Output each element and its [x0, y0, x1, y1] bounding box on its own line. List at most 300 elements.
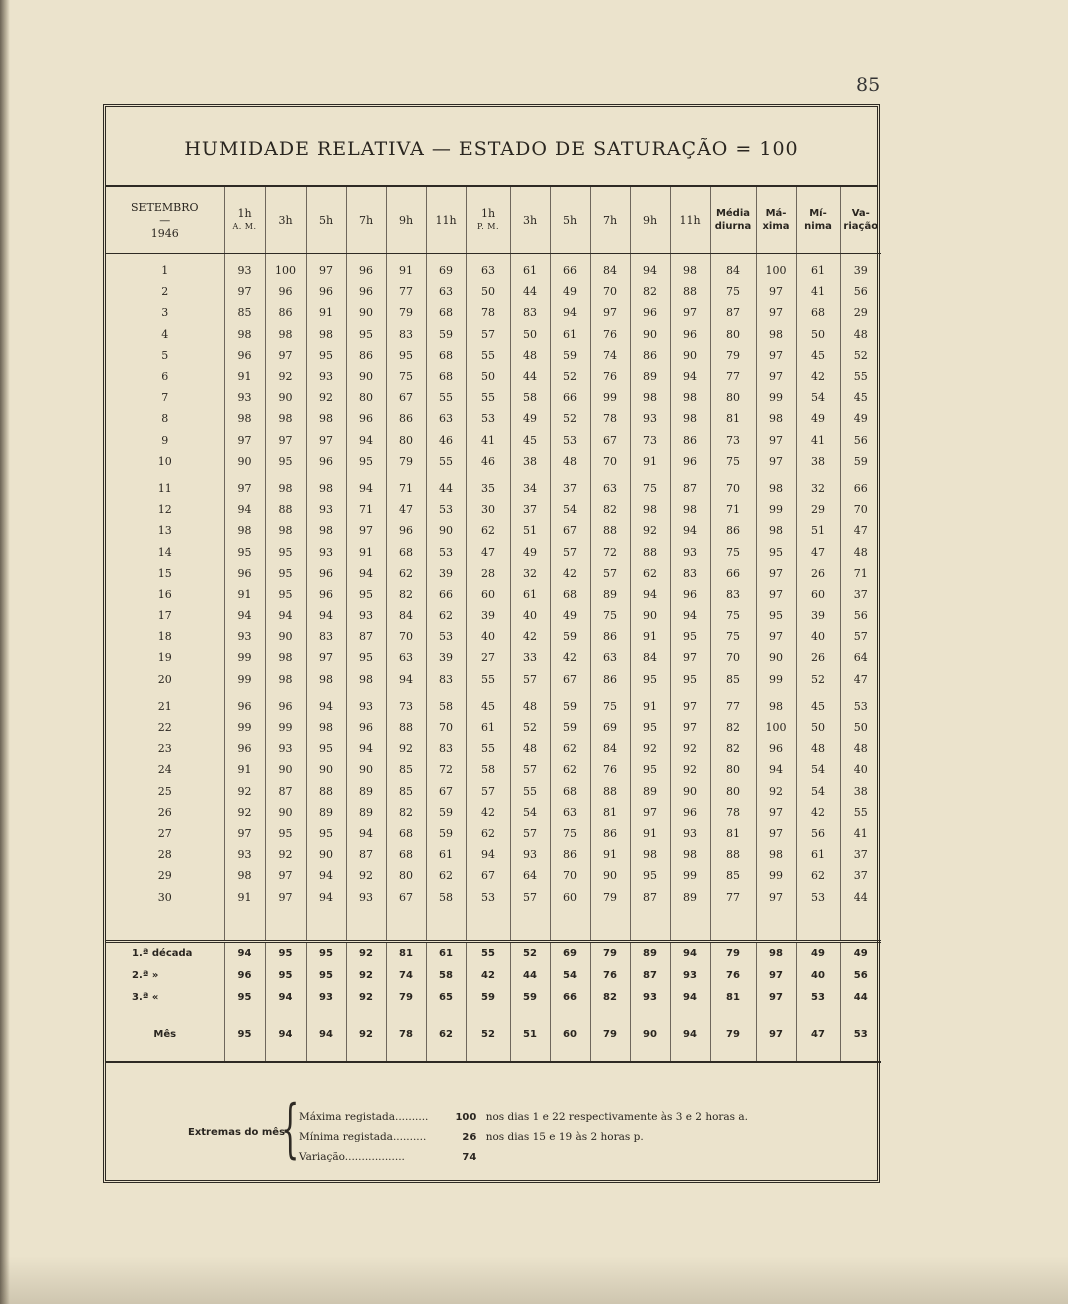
header-row — [106, 187, 881, 254]
value-cell: 75 — [710, 281, 756, 302]
value-cell: 85 — [224, 302, 265, 323]
value-cell: 92 — [630, 738, 670, 759]
value-cell: 41 — [840, 823, 881, 844]
value-cell: 98 — [265, 478, 306, 499]
value-cell: 68 — [550, 781, 590, 802]
value-cell: 82 — [386, 584, 426, 605]
value-cell: 62 — [426, 865, 466, 886]
day-number: 18 — [157, 630, 172, 644]
value-cell: 67 — [466, 865, 510, 886]
value-cell: 98 — [670, 387, 710, 408]
day-number: 26 — [157, 805, 172, 819]
hour-header-8 — [550, 187, 590, 254]
value-cell: 86 — [590, 626, 630, 647]
table-row — [106, 387, 881, 408]
table-title: HUMIDADE RELATIVA — ESTADO DE SATURAÇÃO = 100 — [106, 107, 877, 187]
table-row — [106, 478, 881, 499]
summary-value: 94 — [265, 987, 306, 1009]
value-cell: 47 — [840, 520, 881, 541]
value-cell: 96 — [346, 408, 386, 429]
value-cell: 55 — [510, 781, 550, 802]
value-cell: 98 — [670, 260, 710, 281]
hour-header-4 — [386, 187, 426, 254]
value-cell: 80 — [386, 865, 426, 886]
table-row — [106, 451, 881, 472]
value-cell: 49 — [510, 541, 550, 562]
value-cell: 93 — [306, 541, 346, 562]
value-cell: 98 — [670, 408, 710, 429]
value-cell: 80 — [710, 324, 756, 345]
value-cell: 57 — [510, 669, 550, 690]
value-cell: 59 — [426, 823, 466, 844]
value-cell: 96 — [224, 696, 265, 717]
value-cell: 40 — [840, 759, 881, 780]
value-cell: 99 — [224, 717, 265, 738]
month-value: 94 — [306, 1021, 346, 1049]
summary-value: 52 — [510, 941, 550, 965]
spacer-cell — [550, 1009, 590, 1021]
spacer-cell — [710, 1049, 756, 1062]
value-cell: 54 — [796, 781, 840, 802]
value-cell: 91 — [630, 696, 670, 717]
value-cell: 84 — [710, 260, 756, 281]
value-cell: 80 — [710, 759, 756, 780]
spacer-cell — [224, 1049, 265, 1062]
value-cell: 70 — [590, 281, 630, 302]
spacer-row — [106, 1009, 881, 1021]
value-cell: 78 — [710, 802, 756, 823]
value-cell: 55 — [426, 387, 466, 408]
spacer-cell — [386, 908, 426, 942]
value-cell: 90 — [346, 366, 386, 387]
value-cell: 88 — [306, 781, 346, 802]
value-cell: 53 — [796, 886, 840, 907]
spacer-cell — [630, 1049, 670, 1062]
spacer-cell — [710, 1009, 756, 1021]
value-cell: 80 — [710, 781, 756, 802]
value-cell: 68 — [426, 345, 466, 366]
spacer-cell — [590, 1049, 630, 1062]
value-cell: 91 — [630, 626, 670, 647]
value-cell: 49 — [550, 605, 590, 626]
value-cell: 56 — [840, 605, 881, 626]
value-cell: 53 — [426, 626, 466, 647]
summary-value: 49 — [796, 941, 840, 965]
value-cell: 97 — [756, 823, 796, 844]
day-number: 2 — [161, 285, 169, 299]
value-cell: 90 — [346, 302, 386, 323]
value-cell: 89 — [346, 781, 386, 802]
value-cell: 94 — [346, 738, 386, 759]
table-row — [106, 669, 881, 690]
value-cell: 44 — [510, 281, 550, 302]
table-row — [106, 281, 881, 302]
value-cell: 89 — [630, 781, 670, 802]
value-cell: 88 — [630, 541, 670, 562]
value-cell: 97 — [670, 696, 710, 717]
value-cell: 98 — [670, 499, 710, 520]
summary-value: 95 — [306, 941, 346, 965]
month-row-label: Mês — [153, 1029, 177, 1041]
value-cell: 63 — [426, 281, 466, 302]
spacer-cell — [466, 908, 510, 942]
spacer-cell — [630, 908, 670, 942]
value-cell: 50 — [466, 281, 510, 302]
value-cell: 51 — [510, 520, 550, 541]
summary-value: 87 — [630, 965, 670, 987]
value-cell: 48 — [510, 345, 550, 366]
value-cell: 97 — [346, 520, 386, 541]
value-cell: 91 — [224, 759, 265, 780]
table-row — [106, 605, 881, 626]
value-cell: 88 — [265, 499, 306, 520]
value-cell: 92 — [265, 844, 306, 865]
value-cell: 99 — [224, 647, 265, 668]
value-cell: 94 — [306, 865, 346, 886]
value-cell: 49 — [510, 408, 550, 429]
value-cell: 60 — [550, 886, 590, 907]
value-cell: 96 — [346, 717, 386, 738]
value-cell: 95 — [265, 563, 306, 584]
value-cell: 60 — [466, 584, 510, 605]
hour-header-7 — [510, 187, 550, 254]
value-cell: 67 — [386, 387, 426, 408]
value-cell: 82 — [386, 802, 426, 823]
value-cell: 77 — [710, 886, 756, 907]
spacer-cell — [796, 908, 840, 942]
summary-value: 61 — [426, 941, 466, 965]
summary-label: 3.ª « — [132, 992, 159, 1004]
value-cell: 94 — [224, 605, 265, 626]
value-cell: 90 — [306, 759, 346, 780]
value-cell: 41 — [466, 430, 510, 451]
value-cell: 99 — [756, 499, 796, 520]
value-cell: 96 — [306, 563, 346, 584]
extremas-row-max — [299, 1111, 748, 1123]
value-cell: 81 — [590, 802, 630, 823]
value-cell: 92 — [224, 781, 265, 802]
value-cell: 63 — [466, 260, 510, 281]
value-cell: 75 — [590, 696, 630, 717]
value-cell: 26 — [796, 563, 840, 584]
value-cell: 95 — [265, 451, 306, 472]
value-cell: 95 — [346, 324, 386, 345]
summary-value: 82 — [590, 987, 630, 1009]
value-cell: 77 — [710, 696, 756, 717]
value-cell: 94 — [670, 520, 710, 541]
summary-value: 95 — [306, 965, 346, 987]
value-cell: 50 — [796, 324, 840, 345]
extremas-var-value: 74 — [462, 1152, 477, 1163]
value-cell: 98 — [306, 717, 346, 738]
summary-value: 49 — [840, 941, 881, 965]
extremas-var-label: Variação.................. — [299, 1151, 405, 1163]
month-row — [106, 1021, 881, 1049]
value-cell: 98 — [630, 499, 670, 520]
value-cell: 97 — [756, 584, 796, 605]
value-cell: 95 — [306, 823, 346, 844]
hour-label: 7h — [602, 213, 618, 227]
value-cell: 98 — [224, 520, 265, 541]
value-cell: 71 — [386, 478, 426, 499]
summary-row — [106, 987, 881, 1009]
value-cell: 76 — [590, 324, 630, 345]
value-cell: 97 — [756, 886, 796, 907]
value-cell: 83 — [306, 626, 346, 647]
summary-value: 42 — [466, 965, 510, 987]
value-cell: 56 — [840, 281, 881, 302]
value-cell: 42 — [796, 802, 840, 823]
value-cell: 27 — [466, 647, 510, 668]
day-number: 13 — [157, 524, 172, 538]
value-cell: 94 — [346, 563, 386, 584]
hour-header-1 — [265, 187, 306, 254]
value-cell: 44 — [840, 886, 881, 907]
value-cell: 45 — [796, 345, 840, 366]
value-cell: 82 — [710, 717, 756, 738]
value-cell: 79 — [386, 451, 426, 472]
value-cell: 86 — [346, 345, 386, 366]
value-cell: 57 — [510, 823, 550, 844]
day-number: 14 — [157, 545, 172, 559]
value-cell: 90 — [306, 844, 346, 865]
value-cell: 95 — [630, 669, 670, 690]
value-cell: 93 — [346, 886, 386, 907]
value-cell: 90 — [630, 605, 670, 626]
value-cell: 79 — [710, 345, 756, 366]
extremas-max-label: Máxima registada.......... — [299, 1111, 429, 1123]
summary-value: 53 — [796, 987, 840, 1009]
value-cell: 92 — [670, 759, 710, 780]
value-cell: 37 — [510, 499, 550, 520]
value-cell: 63 — [590, 478, 630, 499]
value-cell: 82 — [710, 738, 756, 759]
value-cell: 83 — [670, 563, 710, 584]
value-cell: 63 — [386, 647, 426, 668]
summary-value: 81 — [710, 987, 756, 1009]
value-cell: 75 — [710, 626, 756, 647]
summary-value: 58 — [426, 965, 466, 987]
value-cell: 73 — [710, 430, 756, 451]
spacer-cell — [306, 1009, 346, 1021]
spacer-cell — [670, 1049, 710, 1062]
spacer-cell — [346, 908, 386, 942]
table-row — [106, 324, 881, 345]
value-cell: 89 — [630, 366, 670, 387]
value-cell: 89 — [670, 886, 710, 907]
spacer-cell — [106, 908, 224, 942]
value-cell: 99 — [590, 387, 630, 408]
value-cell: 70 — [550, 865, 590, 886]
value-cell: 38 — [510, 451, 550, 472]
spacer-cell — [106, 1049, 224, 1062]
value-cell: 97 — [756, 451, 796, 472]
value-cell: 52 — [510, 717, 550, 738]
value-cell: 69 — [590, 717, 630, 738]
spacer-cell — [670, 908, 710, 942]
value-cell: 94 — [466, 844, 510, 865]
value-cell: 100 — [265, 260, 306, 281]
value-cell: 90 — [756, 647, 796, 668]
value-cell: 39 — [426, 647, 466, 668]
value-cell: 97 — [265, 430, 306, 451]
value-cell: 95 — [346, 451, 386, 472]
summary-value: 74 — [386, 965, 426, 987]
value-cell: 97 — [224, 281, 265, 302]
summary-value: 97 — [756, 987, 796, 1009]
summary-value: 54 — [550, 965, 590, 987]
value-cell: 96 — [265, 696, 306, 717]
hour-label: 9h — [398, 213, 414, 227]
value-cell: 48 — [840, 541, 881, 562]
value-cell: 99 — [224, 669, 265, 690]
value-cell: 84 — [590, 738, 630, 759]
value-cell: 83 — [710, 584, 756, 605]
table-row — [106, 541, 881, 562]
value-cell: 48 — [510, 696, 550, 717]
value-cell: 53 — [466, 408, 510, 429]
value-cell: 97 — [265, 865, 306, 886]
value-cell: 96 — [670, 324, 710, 345]
value-cell: 47 — [840, 669, 881, 690]
value-cell: 97 — [670, 302, 710, 323]
stat-header-1: Má- xima — [756, 187, 796, 254]
value-cell: 80 — [346, 387, 386, 408]
value-cell: 85 — [710, 865, 756, 886]
value-cell: 83 — [510, 302, 550, 323]
spacer-cell — [756, 1009, 796, 1021]
summary-value: 92 — [346, 941, 386, 965]
spacer-cell — [386, 1009, 426, 1021]
value-cell: 96 — [306, 584, 346, 605]
value-cell: 86 — [386, 408, 426, 429]
value-cell: 37 — [550, 478, 590, 499]
value-cell: 67 — [386, 886, 426, 907]
value-cell: 75 — [590, 605, 630, 626]
value-cell: 68 — [426, 366, 466, 387]
day-number: 22 — [157, 721, 172, 735]
value-cell: 75 — [710, 605, 756, 626]
extremas-label: Extremas do mês — [188, 1127, 286, 1138]
value-cell: 59 — [550, 626, 590, 647]
table-row — [106, 823, 881, 844]
year-dash: — — [159, 213, 171, 227]
summary-value: 76 — [590, 965, 630, 987]
value-cell: 99 — [756, 669, 796, 690]
summary-value: 92 — [346, 965, 386, 987]
spacer-cell — [756, 908, 796, 942]
value-cell: 76 — [590, 759, 630, 780]
value-cell: 42 — [550, 647, 590, 668]
value-cell: 75 — [710, 541, 756, 562]
value-cell: 97 — [756, 626, 796, 647]
day-number: 1 — [161, 264, 169, 278]
spacer-cell — [466, 1009, 510, 1021]
extremas-min-label: Mínima registada.......... — [299, 1131, 427, 1143]
value-cell: 96 — [224, 563, 265, 584]
summary-value: 95 — [224, 987, 265, 1009]
extremas-min-value: 26 — [462, 1132, 477, 1143]
value-cell: 93 — [224, 844, 265, 865]
summary-value: 92 — [346, 987, 386, 1009]
value-cell: 55 — [840, 366, 881, 387]
value-cell: 66 — [840, 478, 881, 499]
value-cell: 97 — [756, 302, 796, 323]
value-cell: 98 — [224, 408, 265, 429]
value-cell: 97 — [756, 802, 796, 823]
hour-header-10 — [630, 187, 670, 254]
value-cell: 85 — [710, 669, 756, 690]
page-edge-shadow — [0, 1256, 1068, 1304]
value-cell: 86 — [590, 669, 630, 690]
hour-label: 11h — [435, 213, 457, 227]
hour-label: 3h — [522, 213, 538, 227]
value-cell: 97 — [670, 717, 710, 738]
day-number: 25 — [157, 784, 172, 798]
value-cell: 93 — [670, 541, 710, 562]
month-value: 78 — [386, 1021, 426, 1049]
table-row — [106, 865, 881, 886]
day-number: 11 — [157, 481, 172, 495]
value-cell: 97 — [756, 430, 796, 451]
extremas-max-value: 100 — [455, 1112, 477, 1123]
spacer-cell — [590, 1009, 630, 1021]
value-cell: 48 — [796, 738, 840, 759]
summary-value: 69 — [550, 941, 590, 965]
table-row — [106, 499, 881, 520]
spacer-cell — [224, 908, 265, 942]
value-cell: 90 — [265, 802, 306, 823]
value-cell: 55 — [466, 738, 510, 759]
value-cell: 100 — [756, 717, 796, 738]
spacer-cell — [796, 1009, 840, 1021]
summary-value: 79 — [590, 941, 630, 965]
month-value: 47 — [796, 1021, 840, 1049]
value-cell: 96 — [630, 302, 670, 323]
value-cell: 81 — [710, 408, 756, 429]
value-cell: 73 — [630, 430, 670, 451]
value-cell: 49 — [796, 408, 840, 429]
hour-label: 7h — [358, 213, 374, 227]
value-cell: 98 — [265, 647, 306, 668]
value-cell: 94 — [306, 886, 346, 907]
value-cell: 53 — [466, 886, 510, 907]
value-cell: 98 — [306, 408, 346, 429]
day-number: 21 — [157, 699, 172, 713]
summary-value: 44 — [840, 987, 881, 1009]
value-cell: 42 — [550, 563, 590, 584]
summary-row — [106, 941, 881, 965]
value-cell: 58 — [426, 886, 466, 907]
value-cell: 41 — [796, 281, 840, 302]
value-cell: 67 — [550, 669, 590, 690]
spacer-cell — [106, 1009, 224, 1021]
value-cell: 62 — [630, 563, 670, 584]
table-row — [106, 584, 881, 605]
value-cell: 40 — [510, 605, 550, 626]
value-cell: 98 — [306, 478, 346, 499]
hour-period: A. M. — [232, 222, 257, 231]
value-cell: 57 — [510, 759, 550, 780]
summary-value: 94 — [224, 941, 265, 965]
month-value: 90 — [630, 1021, 670, 1049]
table-row — [106, 781, 881, 802]
value-cell: 95 — [346, 584, 386, 605]
value-cell: 95 — [306, 345, 346, 366]
value-cell: 64 — [840, 647, 881, 668]
value-cell: 53 — [550, 430, 590, 451]
value-cell: 62 — [466, 520, 510, 541]
